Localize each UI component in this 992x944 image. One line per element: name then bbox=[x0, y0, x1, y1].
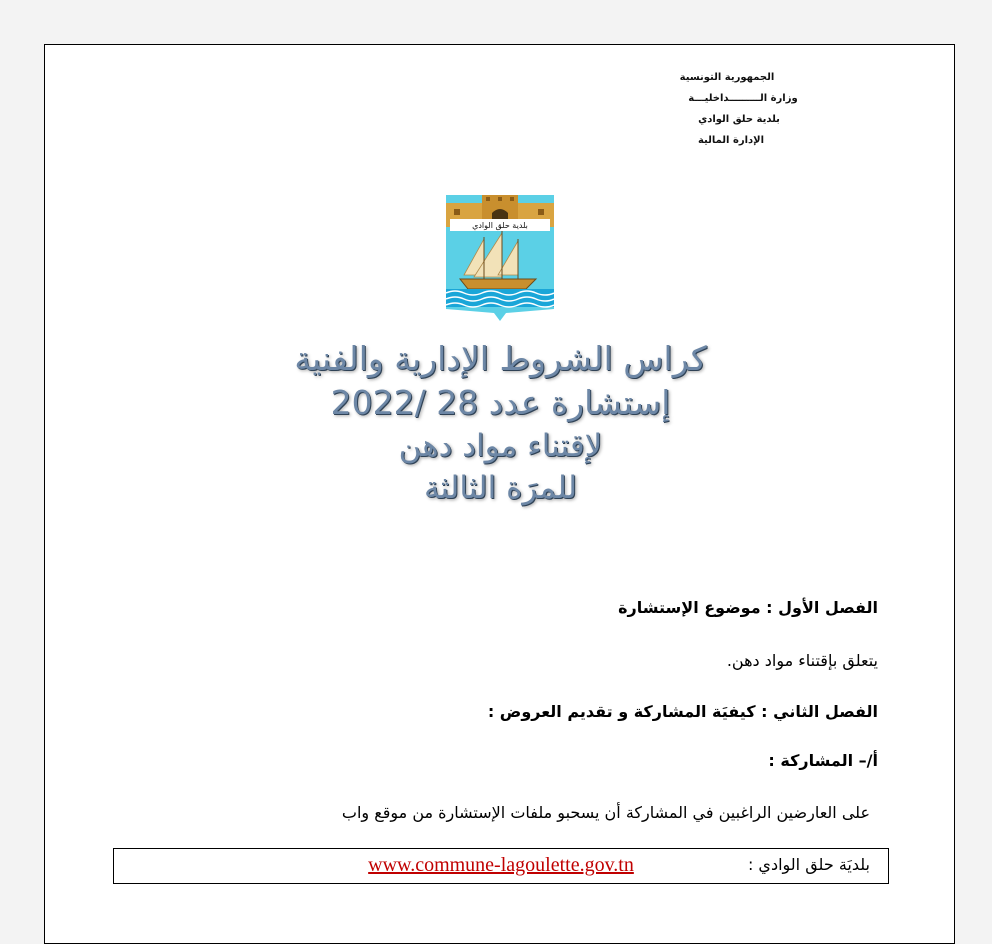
document-page bbox=[44, 44, 955, 944]
letterhead-municipality: بلدية حلق الوادي bbox=[698, 114, 780, 125]
section-2a-heading: أ/– المشاركة : bbox=[768, 751, 878, 770]
section-1-heading: الفصل الأول : موضوع الإستشارة bbox=[618, 598, 878, 617]
title-line-2: إستشارة عدد 28 /2022 bbox=[330, 383, 671, 422]
title-line-3: لإقتناء مواد دهن bbox=[398, 428, 603, 464]
title-line-4: للمرَة الثالثة bbox=[423, 470, 578, 506]
website-url-box bbox=[113, 848, 889, 884]
section-2a-text-line-2: بلديَة حلق الوادي : bbox=[747, 855, 870, 874]
logo-caption: بلدية حلق الوادي bbox=[472, 221, 528, 230]
municipality-logo-icon bbox=[446, 195, 554, 321]
section-2a-text-line-1: على العارضين الراغبين في المشاركة أن يسحبو ملفات الإستشارة من موقع واب bbox=[341, 803, 870, 822]
section-2-heading: الفصل الثاني : كيفيَة المشاركة و تقديم العروض : bbox=[487, 702, 878, 721]
letterhead-republic: الجمهورية التونسية bbox=[679, 72, 775, 83]
section-1-text: يتعلق بإقتناء مواد دهن. bbox=[726, 651, 878, 670]
letterhead bbox=[649, 67, 809, 151]
website-link[interactable]: www.commune-lagoulette.gov.tn bbox=[368, 854, 634, 876]
document-title bbox=[45, 337, 956, 509]
title-line-1: كراس الشروط الإدارية والفنية bbox=[294, 339, 707, 378]
letterhead-department: الإدارة المالية bbox=[697, 135, 765, 146]
letterhead-ministry: وزارة الـــــــــداخليـــة bbox=[688, 93, 798, 104]
